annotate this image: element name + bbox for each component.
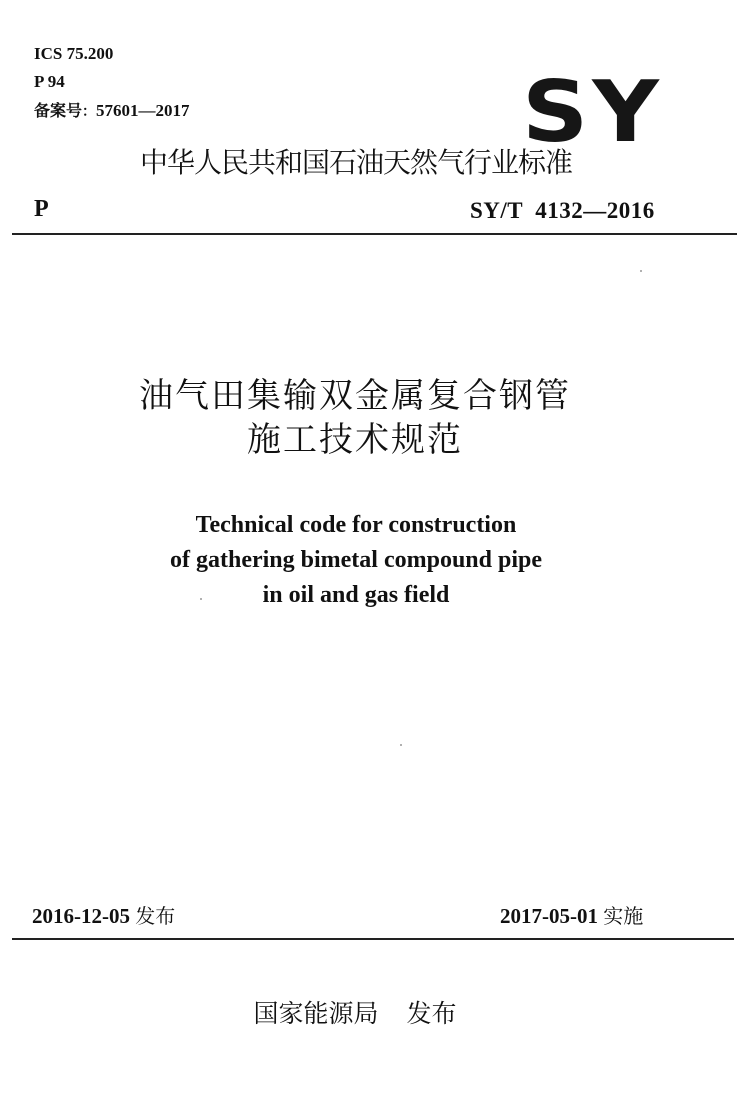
issue-date-line xyxy=(32,903,175,929)
issuer-title: 中华人民共和国石油天然气行业标准 xyxy=(140,146,573,179)
category-code: P 94 xyxy=(34,72,65,91)
record-separator: ： xyxy=(82,104,97,120)
en-title-line-2: of gathering bimetal compound pipe xyxy=(169,547,543,573)
publisher-line xyxy=(0,998,710,1030)
record-label: 备案号 xyxy=(34,101,83,120)
issue-date: 2016-12-05 xyxy=(32,904,130,928)
bottom-divider xyxy=(12,938,734,940)
category-letter: P xyxy=(34,196,49,222)
effective-label: 实施 xyxy=(603,904,644,928)
effective-date: 2017-05-01 xyxy=(500,904,598,928)
scan-speck xyxy=(400,744,402,746)
publisher-name: 国家能源局 xyxy=(253,999,379,1028)
publish-label: 发布 xyxy=(406,999,457,1028)
record-number-line xyxy=(34,101,190,122)
en-title-line-1: Technical code for construction xyxy=(195,512,517,538)
cn-title-line-1: 油气田集输双金属复合钢管 xyxy=(139,376,571,416)
ics-code: ICS 75.200 xyxy=(34,44,114,63)
effective-date-line xyxy=(500,903,643,929)
record-number: 57601—2017 xyxy=(96,101,190,120)
sy-logo: SY xyxy=(522,62,663,162)
top-divider xyxy=(12,233,737,235)
issue-label: 发布 xyxy=(135,904,176,928)
cn-title-line-2: 施工技术规范 xyxy=(247,420,463,460)
standard-number: SY/T 4132—2016 xyxy=(470,198,655,223)
scan-speck xyxy=(640,270,642,272)
en-title-line-3: in oil and gas field xyxy=(262,582,450,608)
scan-speck xyxy=(200,598,202,600)
